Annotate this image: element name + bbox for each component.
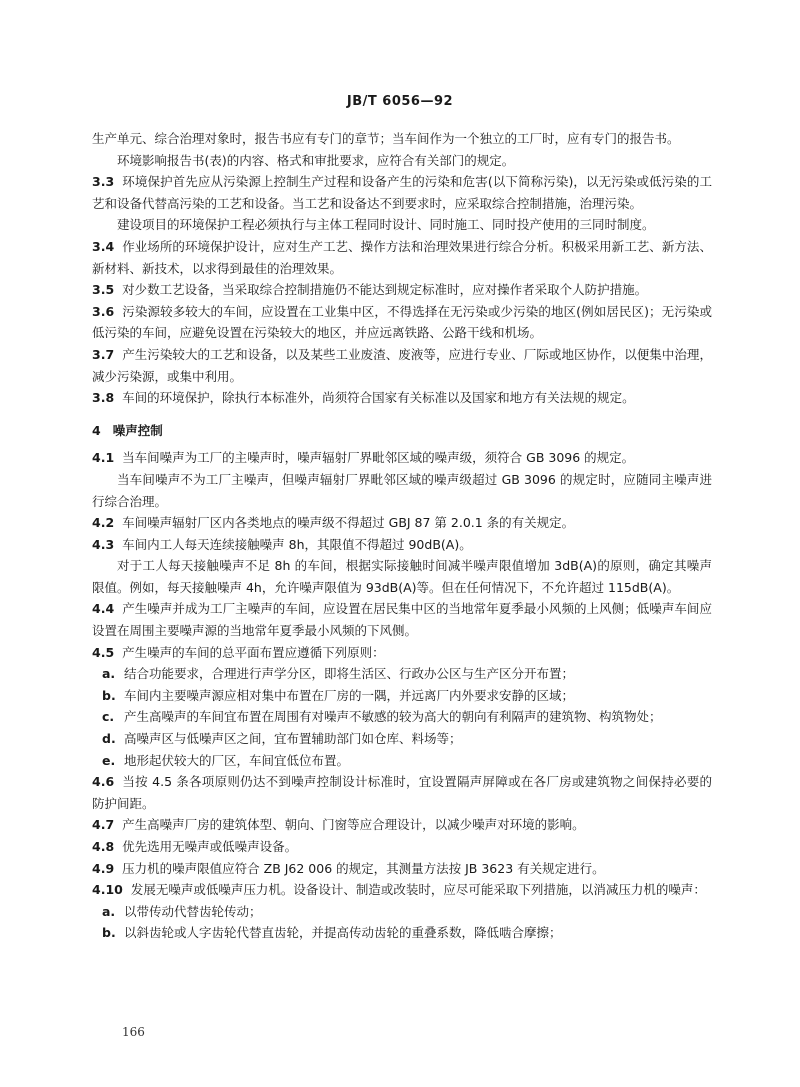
clause-4-6 (92, 771, 712, 814)
list-item (92, 922, 712, 944)
clause-4-4 (92, 598, 712, 641)
clause-4-8 (92, 836, 712, 858)
clause-text: 产生噪声并成为工厂主噪声的车间，应设置在居民集中区的当地常年夏季最小风频的上风侧；低噪声车间应设置在周围主要噪声源的当地常年夏季最小风频的下风侧。 (92, 601, 712, 639)
list-item (92, 706, 712, 728)
list-item (92, 728, 712, 750)
clause-4-3 (92, 534, 712, 556)
clause-4-9 (92, 858, 712, 880)
list-text: 结合功能要求，合理进行声学分区，即将生活区、行政办公区与生产区分开布置； (124, 666, 575, 682)
list-item (92, 901, 712, 923)
clause-3-5 (92, 279, 712, 301)
clause-3-4 (92, 236, 712, 279)
clause-number: 4.2 (92, 515, 115, 531)
document-body (92, 128, 712, 944)
clause-number: 4.8 (92, 839, 115, 854)
clause-4-2 (92, 512, 712, 534)
clause-text: 当按 4.5 条各项原则仍达不到噪声控制设计标准时，宜设置隔声屏障或在各厂房或建筑物之间保持必要的防护间距。 (92, 774, 712, 811)
list-label: c. (102, 709, 115, 725)
clause-text: 环境保护首先应从污染源上控制生产过程和设备产生的污染和危害(以下简称污染)，以无污染或低污染的工艺和设备代替高污染的工艺和设备。当工艺和设备达不到要求时，应采取综合控制措施，治理污染。 (92, 174, 712, 211)
clause-number: 4.1 (92, 450, 115, 466)
section-title: 噪声控制 (112, 422, 163, 438)
clause-number: 4.4 (92, 601, 115, 617)
clause-text: 产生污染较大的工艺和设备，以及某些工业废渣、废液等，应进行专业、厂际或地区协作，以便集中治理，减少污染源，或集中利用。 (92, 346, 712, 384)
paragraph-env-report: 环境影响报告书(表)的内容、格式和审批要求，应符合有关部门的规定。 (117, 152, 515, 168)
clause-number: 4.6 (92, 774, 115, 790)
clause-number: 4.10 (92, 882, 123, 898)
clause-text: 产生高噪声厂房的建筑体型、朝向、门窗等应合理设计，以减少噪声对环境的影响。 (122, 817, 585, 833)
list-item (92, 685, 712, 707)
clause-4-5 (92, 642, 712, 664)
list-text: 地形起伏较大的厂区，车间宜低位布置。 (124, 752, 350, 768)
clause-text: 车间内工人每天连续接触噪声 8h，其限值不得超过 90dB(A)。 (122, 536, 472, 552)
clause-text: 车间的环境保护，除执行本标准外，尚须符合国家有关标准以及国家和地方有关法规的规定。 (122, 390, 635, 406)
section-number: 4 (92, 422, 101, 438)
clause-number: 3.8 (92, 390, 115, 406)
clause-3-3 (92, 171, 712, 214)
list-text: 以斜齿轮或人字齿轮代替直齿轮，并提高传动齿轮的重叠系数，降低啮合摩擦； (124, 925, 562, 941)
clause-number: 4.3 (92, 536, 115, 552)
clause-4-7 (92, 814, 712, 836)
list-text: 产生高噪声的车间宜布置在周围有对噪声不敏感的较为高大的朝向有利隔声的建筑物、构筑物处； (124, 709, 662, 725)
clause-4-1 (92, 447, 712, 469)
clause-number: 4.9 (92, 860, 115, 876)
clause-number: 3.3 (92, 174, 115, 190)
list-label: a. (102, 903, 116, 919)
page-number: 166 (122, 1025, 145, 1039)
clause-text: 发展无噪声或低噪声压力机。设备设计、制造或改装时，应尽可能采取下列措施，以消减压力机的噪声： (130, 882, 706, 898)
clause-text: 作业场所的环境保护设计，应对生产工艺、操作方法和治理效果进行综合分析。积极采用新工艺、新方法、新材料、新技术，以求得到最佳的治理效果。 (92, 238, 712, 276)
clause-number: 3.7 (92, 346, 115, 362)
clause-4-10 (92, 879, 712, 901)
paragraph-three-simultaneous: 建设项目的环境保护工程必须执行与主体工程同时设计、同时施工、同时投产使用的三同时制度。 (117, 217, 655, 233)
clause-3-8 (92, 387, 712, 409)
clause-number: 4.7 (92, 817, 115, 833)
clause-text: 压力机的噪声限值应符合 ZB J62 006 的规定，其测量方法按 JB 3623 有关规定进行。 (122, 860, 605, 876)
paragraph-top: 生产单元、综合治理对象时，报告书应有专门的章节；当车间作为一个独立的工厂时，应有专门的报告书。 (92, 131, 680, 146)
section-4-heading (92, 420, 712, 442)
clause-3-6 (92, 301, 712, 344)
clause-text: 优先选用无噪声或低噪声设备。 (122, 839, 298, 854)
list-item (92, 663, 712, 685)
list-label: a. (102, 666, 116, 682)
clause-3-7 (92, 344, 712, 387)
list-label: e. (102, 752, 116, 768)
clause-text: 对少数工艺设备，当采取综合控制措施仍不能达到规定标准时，应对操作者采取个人防护措施。 (122, 282, 648, 298)
clause-number: 4.5 (92, 644, 115, 660)
list-text: 以带传动代替齿轮传动； (124, 903, 262, 919)
clause-text: 污染源较多较大的车间，应设置在工业集中区，不得选择在无污染或少污染的地区(例如居民区)；无污染或低污染的车间，应避免设置在污染较大的地区，并应远离铁路、公路干线和机场。 (92, 303, 712, 341)
clause-number: 3.4 (92, 238, 115, 254)
list-text: 高噪声区与低噪声区之间，宜布置辅助部门如仓库、料场等； (124, 731, 462, 747)
standard-header: JB/T 6056—92 (346, 94, 454, 109)
clause-4-3-continued: 对于工人每天接触噪声不足 8h 的车间，根据实际接触时间减半噪声限值增加 3dB(A)的原则，确定其噪声限值。例如，每天接触噪声 4h，允许噪声限值为 93dB(A)等。但在任何情况下，不允许超过 115dB(A)。 (92, 558, 712, 595)
list-label: b. (102, 925, 116, 941)
clause-text: 当车间噪声为工厂的主噪声时，噪声辐射厂界毗邻区域的噪声级，须符合 GB 3096 的规定。 (122, 450, 635, 466)
list-text: 车间内主要噪声源应相对集中布置在厂房的一隅，并远离厂内外要求安静的区域； (124, 687, 575, 703)
clause-text: 产生噪声的车间的总平面布置应遵循下列原则： (122, 644, 385, 660)
list-item (92, 750, 712, 772)
list-label: b. (102, 687, 116, 703)
clause-4-1-continued: 当车间噪声不为工厂主噪声，但噪声辐射厂界毗邻区域的噪声级超过 GB 3096 的规定时，应随同主噪声进行综合治理。 (92, 471, 712, 509)
list-label: d. (102, 731, 116, 747)
clause-text: 车间噪声辐射厂区内各类地点的噪声级不得超过 GBJ 87 第 2.0.1 条的有关规定。 (122, 515, 575, 531)
clause-number: 3.5 (92, 282, 115, 298)
clause-number: 3.6 (92, 303, 115, 319)
